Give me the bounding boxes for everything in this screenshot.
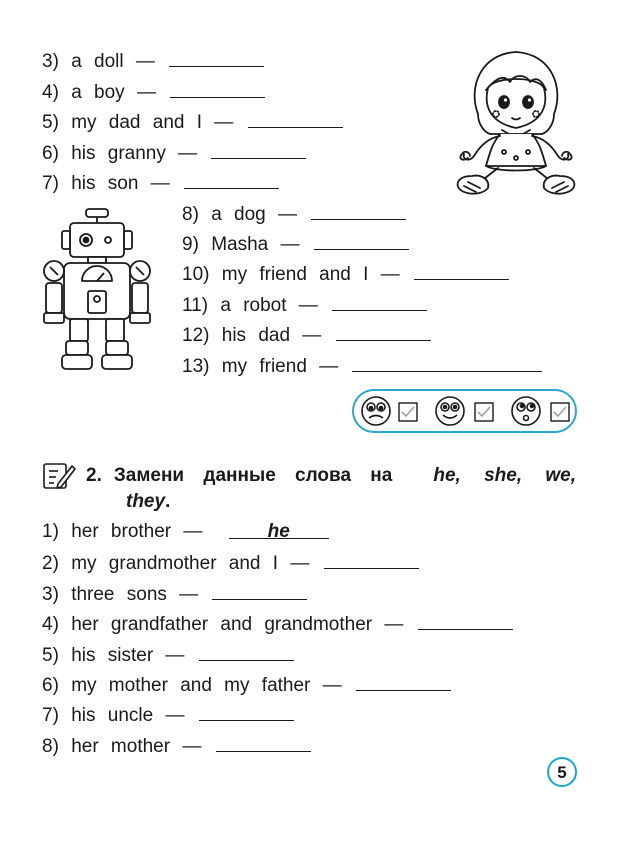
item-number: 3) <box>42 51 59 72</box>
answer-blank[interactable] <box>352 353 542 372</box>
ex1-item-7 <box>42 170 279 196</box>
page-number: 5 <box>547 757 577 787</box>
item-text: my dad and I — <box>71 112 234 133</box>
item-text: a doll — <box>71 51 155 72</box>
item-number: 13) <box>182 356 210 377</box>
item-number: 8) <box>182 204 199 225</box>
item-text: my mother and my father — <box>71 675 342 696</box>
answer-blank[interactable] <box>336 322 431 341</box>
ex2-item-8 <box>42 733 311 759</box>
item-number: 6) <box>42 143 59 164</box>
item-text: his uncle — <box>71 705 185 726</box>
doll-illustration <box>450 48 582 200</box>
item-number: 3) <box>42 584 59 605</box>
answer-blank[interactable] <box>211 140 306 159</box>
ex1-item-12 <box>182 322 431 348</box>
thinking-face-icon <box>510 395 542 427</box>
item-number: 1) <box>42 521 59 542</box>
answer-blank[interactable] <box>184 170 279 189</box>
item-text: his son — <box>71 173 170 194</box>
answer-blank[interactable] <box>418 611 513 630</box>
checkbox-icon[interactable] <box>550 402 570 422</box>
ex2-item-2 <box>42 550 419 576</box>
item-number: 4) <box>42 82 59 103</box>
item-number: 8) <box>42 736 59 757</box>
item-number: 12) <box>182 325 210 346</box>
item-number: 5) <box>42 112 59 133</box>
item-number: 6) <box>42 675 59 696</box>
item-number: 11) <box>182 295 209 316</box>
answer-blank[interactable]: he <box>229 520 329 539</box>
item-text: my friend and I — <box>221 264 400 285</box>
ex2-item-1 <box>42 520 329 544</box>
smiling-face-icon <box>434 395 466 427</box>
item-number: 7) <box>42 173 59 194</box>
pencil-task-icon <box>42 460 76 490</box>
checkbox-icon[interactable] <box>474 402 494 422</box>
item-number: 9) <box>182 234 199 255</box>
instruction-words: he, she, we, <box>433 465 576 486</box>
item-text: Masha — <box>211 234 300 255</box>
ex2-item-6 <box>42 672 451 698</box>
exercise-number: 2. <box>86 465 102 486</box>
instruction-text: Замени данные слова на <box>113 465 393 486</box>
item-number: 5) <box>42 645 59 666</box>
item-number: 7) <box>42 705 59 726</box>
answer-blank[interactable] <box>324 550 419 569</box>
item-text: her mother — <box>71 736 202 757</box>
ex2-item-5 <box>42 642 294 668</box>
ex1-item-5 <box>42 109 343 135</box>
ex1-item-4 <box>42 79 265 105</box>
item-number: 2) <box>42 553 59 574</box>
ex1-item-13 <box>182 353 542 379</box>
ex2-item-7 <box>42 702 294 728</box>
ex1-item-11 <box>182 292 427 318</box>
answer-blank[interactable] <box>332 292 427 311</box>
ex1-item-6 <box>42 140 306 166</box>
checkbox-icon[interactable] <box>398 402 418 422</box>
ex1-item-9 <box>182 231 409 257</box>
robot-illustration <box>42 207 154 375</box>
item-text: a boy — <box>71 82 156 103</box>
item-number: 10) <box>182 264 210 285</box>
ex2-item-3 <box>42 581 307 607</box>
answer-blank[interactable] <box>199 702 294 721</box>
item-number: 4) <box>42 614 59 635</box>
item-text: his dad — <box>221 325 322 346</box>
instruction-words-line2: they <box>126 491 166 512</box>
item-text: three sons — <box>71 584 199 605</box>
item-text: his sister — <box>71 645 185 666</box>
ex1-item-10 <box>182 261 509 287</box>
answer-blank[interactable] <box>170 79 265 98</box>
item-text: a dog — <box>211 204 298 225</box>
item-text: my grandmother and I — <box>71 553 310 574</box>
answer-blank[interactable] <box>311 201 406 220</box>
worried-face-icon <box>360 395 392 427</box>
ex1-item-3 <box>42 48 264 74</box>
answer-blank[interactable] <box>199 642 294 661</box>
item-text: her grandfather and grandmother — <box>71 614 404 635</box>
exercise-2-title <box>86 463 576 515</box>
item-text: a robot — <box>220 295 318 316</box>
answer-blank[interactable] <box>356 672 451 691</box>
answer-blank[interactable] <box>314 231 409 250</box>
ex1-item-8 <box>182 201 406 227</box>
answer-blank[interactable] <box>414 261 509 280</box>
answer-blank[interactable] <box>212 581 307 600</box>
answer-blank[interactable] <box>248 109 343 128</box>
ex2-item-4 <box>42 611 513 637</box>
item-text: his granny — <box>71 143 198 164</box>
instruction-period: . <box>165 491 171 512</box>
answer-blank[interactable] <box>216 733 311 752</box>
answer-blank[interactable] <box>169 48 264 67</box>
item-text: her brother — <box>71 521 203 542</box>
item-text: my friend — <box>221 356 339 377</box>
